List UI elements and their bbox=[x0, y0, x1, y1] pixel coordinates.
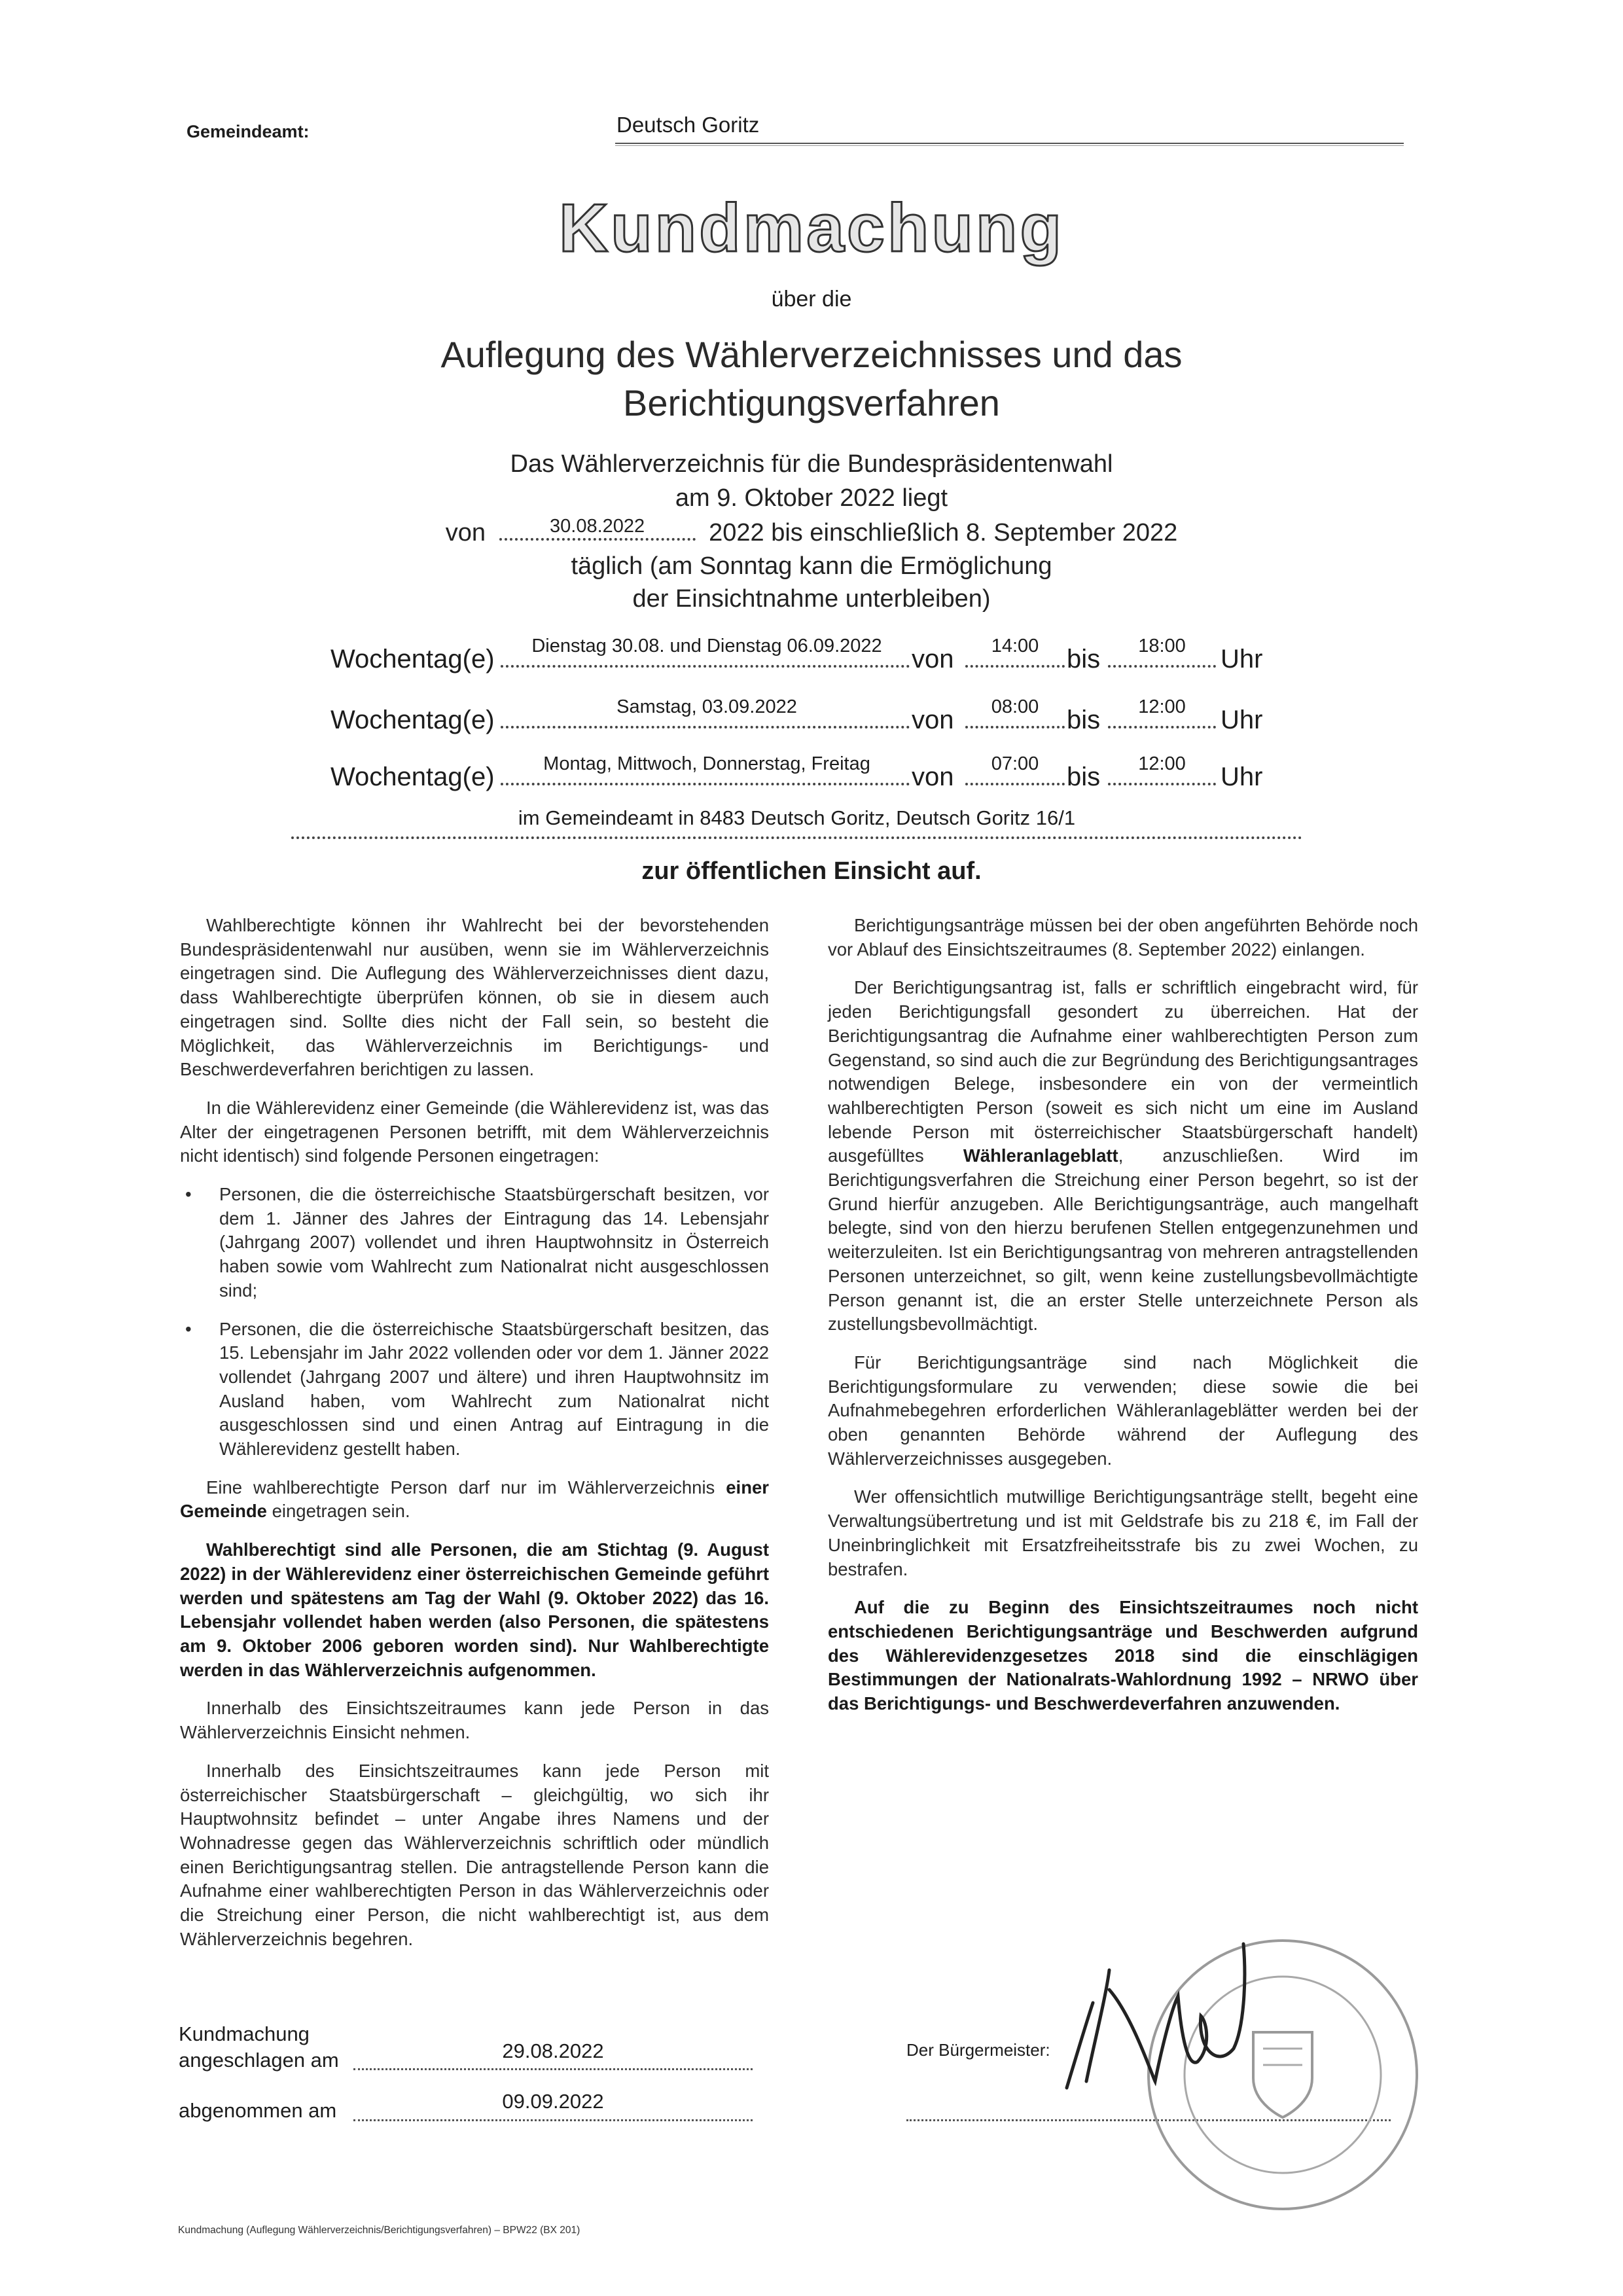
posted-dotted-line bbox=[353, 2067, 753, 2070]
from-time: 07:00 bbox=[991, 753, 1039, 774]
header-underline bbox=[615, 143, 1404, 146]
weekday-value: Samstag, 03.09.2022 bbox=[616, 696, 797, 717]
from-dotted-line bbox=[965, 781, 1065, 785]
from-label: von bbox=[912, 762, 954, 791]
document-subtitle bbox=[0, 331, 1623, 427]
weekday-label: Wochentag(e) bbox=[330, 645, 495, 673]
paragraph: Für Berichtigungsanträge sind nach Möglichkeit die Berichtigungsformulare zu verwenden; diese sowie die bei Aufnahmebegehren erforderlichen Wähleranlageblätter werden bei der oben genannten Behörde während der Auflegung des Wählerverzeichnisses ausgegeben. bbox=[828, 1352, 1418, 1469]
intro-line-4: täglich (am Sonntag kann die Ermöglichung bbox=[571, 552, 1052, 580]
from-time: 08:00 bbox=[991, 696, 1039, 717]
paragraph: Wahlberechtigte können ihr Wahlrecht bei der bevorstehenden Bundespräsidentenwahl nur ausüben, wenn sie im Wählerverzeichnis eingetragen sind. Die Auflegung des Wählerverzeichnisses dient dazu, dass Wahlberechtigte überprüfen können, ob sie in diesem auch eingetragen sind. Sollte dies nicht der Fall sein, so besteht die Möglichkeit, das Wählerverzeichnis im Berichtigungs- und Beschwerdeverfahren berichtigen zu lassen. bbox=[180, 915, 769, 1080]
right-column bbox=[828, 914, 1418, 1731]
uhr-label: Uhr bbox=[1221, 762, 1263, 791]
subtitle-line-2: Berichtigungsverfahren bbox=[623, 382, 1000, 423]
municipal-office-name: Deutsch Goritz bbox=[616, 113, 760, 137]
public-inspection-statement: zur öffentlichen Einsicht auf. bbox=[641, 857, 982, 885]
signature-stroke bbox=[1067, 1944, 1245, 2088]
weekday-dotted-line bbox=[501, 781, 910, 785]
left-column bbox=[180, 914, 769, 1965]
weekday-row-1 bbox=[330, 635, 1266, 674]
to-dotted-line bbox=[1108, 725, 1216, 728]
document-title: Kundmachung bbox=[559, 190, 1064, 266]
from-dotted-line bbox=[965, 725, 1065, 728]
posted-date: 29.08.2022 bbox=[502, 2039, 604, 2062]
text-span: , anzuschließen. Wird im Berichtigungsverfahren die Streichung einer Person begehrt, so ist der Grund hierfür anzugeben. Alle Berichtigungsanträge, auch mangelhaft belegte, sind von den hierzu berufenen Stellen entgegenzunehmen und weiterzuleiten. Ist ein Berichtigungsantrag von mehreren antragstellenden Personen unterzeichnet, so gilt, wenn keine zustellungsbevollmächtigte Person genannt ist, die an erster Stelle unterzeichnete Person als zustellungsbevollmächtigt. bbox=[828, 1145, 1418, 1335]
list-item: • Personen, die die österreichische Staatsbürgerschaft besitzen, vor dem 1. Jänner des Jahres der Eintragung das 14. Lebensjahr (Jahrgang 2007) vollendet und ihren Hauptwohnsitz in Österreich haben sowie vom Wahlrecht zum Nationalrat nicht ausgeschlossen sind; bbox=[180, 1183, 769, 1303]
paragraph: Innerhalb des Einsichtszeitraumes kann jede Person mit österreichischer Staatsbürgerschaft – gleichgültig, wo sich ihr Hauptwohnsitz befindet – unter Angabe ihres Namens und der Wohnadresse gegen das Wählerverzeichnis schriftlich oder mündlich einen Berichtigungsantrag stellen. Die antragstellende Person kann die Aufnahme einer wahlberechtigten Person in das Wählerverzeichnis oder die Streichung einer Person, die nicht wahlberechtigt ist, aus dem Wählerverzeichnis begehren. bbox=[180, 1760, 769, 1949]
eligibility-list bbox=[180, 1183, 769, 1462]
form-code: Kundmachung (Auflegung Wählerverzeichnis/Berichtigungsverfahren) – BPW22 (BX 201) bbox=[178, 2225, 580, 2236]
weekday-label: Wochentag(e) bbox=[330, 762, 495, 791]
paragraph bbox=[180, 1476, 769, 1524]
weekday-dotted-line bbox=[501, 664, 910, 668]
uhr-label: Uhr bbox=[1221, 706, 1263, 734]
weekday-value: Montag, Mittwoch, Donnerstag, Freitag bbox=[543, 753, 870, 774]
intro-line-3 bbox=[0, 518, 1623, 547]
weekday-label: Wochentag(e) bbox=[330, 706, 495, 734]
start-date-value: 30.08.2022 bbox=[550, 516, 645, 537]
paragraph bbox=[828, 976, 1418, 1336]
paragraph: Berichtigungsanträge müssen bei der oben angeführten Behörde noch vor Ablauf des Einsichtszeitraumes (8. September 2022) einlangen. bbox=[828, 915, 1418, 960]
to-dotted-line bbox=[1108, 664, 1216, 668]
intro-line-5: der Einsichtnahme unterbleiben) bbox=[632, 585, 991, 613]
weekday-dotted-line bbox=[501, 725, 910, 728]
paragraph: In die Wählerevidenz einer Gemeinde (die Wählerevidenz ist, was das Alter der eingetragenen Personen betrifft, mit dem Wählerverzeichnis nicht identisch) sind folgende Personen eingetragen: bbox=[180, 1097, 769, 1166]
municipal-office-label: Gemeindeamt: bbox=[187, 122, 310, 141]
location-dotted-line bbox=[291, 835, 1302, 839]
title-connector: über die bbox=[771, 287, 852, 312]
weekday-row-3 bbox=[330, 753, 1266, 792]
posted-label: angeschlagen am bbox=[179, 2049, 339, 2072]
removed-label: abgenommen am bbox=[179, 2099, 337, 2122]
kundmachung-label: Kundmachung bbox=[179, 2022, 310, 2045]
paragraph-bold: Auf die zu Beginn des Einsichtszeitraumes noch nicht entschiedenen Berichtigungsanträge und Beschwerden aufgrund des Wählerevidenzgesetzes 2018 sind die einschlägigen Bestimmungen der Nationalrats-Wahlordnung 1992 – NRWO über das Berichtigungs- und Beschwerdeverfahren anzuwenden. bbox=[828, 1597, 1418, 1714]
from-dotted-line bbox=[965, 664, 1065, 668]
to-time: 12:00 bbox=[1138, 753, 1186, 774]
period-rest: 2022 bis einschließlich 8. September 2022 bbox=[709, 519, 1178, 547]
to-label: bis bbox=[1067, 706, 1101, 734]
text-span: eingetragen sein. bbox=[266, 1501, 410, 1522]
mayor-signature bbox=[1047, 1918, 1283, 2114]
paragraph-bold: Wahlberechtigt sind alle Personen, die am Stichtag (9. August 2022) in der Wählerevidenz einer österreichischen Gemeinde geführt werden und spätestens am Tag der Wahl (9. Oktober 2022) das 16. Lebensjahr vollendet haben werden (also Personen, die spätestens am 9. Oktober 2006 geboren worden sind). Nur Wahlberechtigte werden in das Wählerverzeichnis aufgenommen. bbox=[180, 1539, 769, 1680]
weekday-row-2 bbox=[330, 696, 1266, 735]
removed-date: 09.09.2022 bbox=[502, 2090, 604, 2113]
list-item: • Personen, die die österreichische Staatsbürgerschaft besitzen, das 15. Lebensjahr im Jahr 2022 vollenden oder vor dem 1. Jänner 2022 vollendet (Jahrgang 2007 und ältere) und ihren Hauptwohnsitz im Ausland haben, vom Wahlrecht zum Nationalrat nicht ausgeschlossen sind und einen Antrag auf Eintragung in die Wählerevidenz gestellt haben. bbox=[180, 1318, 769, 1462]
intro-line-2: am 9. Oktober 2022 liegt bbox=[675, 484, 948, 512]
paragraph: Innerhalb des Einsichtszeitraumes kann jede Person in das Wählerverzeichnis Einsicht nehmen. bbox=[180, 1698, 769, 1743]
intro-line-1: Das Wählerverzeichnis für die Bundespräsidentenwahl bbox=[510, 450, 1113, 478]
to-dotted-line bbox=[1108, 781, 1216, 785]
paragraph: Wer offensichtlich mutwillige Berichtigungsanträge stellt, begeht eine Verwaltungsübertretung und ist mit Geldstrafe bis zu 218 €, im Fall der Uneinbringlichkeit mit Ersatzfreiheitsstrafe bis zu zwei Wochen, zu bestrafen. bbox=[828, 1486, 1418, 1579]
location-text: im Gemeindeamt in 8483 Deutsch Goritz, Deutsch Goritz 16/1 bbox=[518, 806, 1076, 829]
start-date-field bbox=[499, 518, 696, 541]
from-time: 14:00 bbox=[991, 636, 1039, 656]
bold-span: einer Gemeinde bbox=[180, 1477, 769, 1522]
removed-dotted-line bbox=[353, 2118, 753, 2121]
from-label: von bbox=[912, 645, 954, 673]
subtitle-line-1: Auflegung des Wählerverzeichnisses und das bbox=[440, 334, 1183, 375]
from-label: von bbox=[912, 706, 954, 734]
to-label: bis bbox=[1067, 645, 1101, 673]
to-label: bis bbox=[1067, 762, 1101, 791]
to-time: 18:00 bbox=[1138, 636, 1186, 656]
mayor-label: Der Bürgermeister: bbox=[906, 2040, 1050, 2060]
uhr-label: Uhr bbox=[1221, 645, 1263, 673]
bold-span: Wähleranlageblatt bbox=[963, 1145, 1118, 1166]
weekday-value: Dienstag 30.08. und Dienstag 06.09.2022 bbox=[531, 636, 882, 656]
text-span: Eine wahlberechtigte Person darf nur im Wählerverzeichnis bbox=[206, 1477, 726, 1498]
von-label: von bbox=[445, 519, 486, 547]
text-span: Der Berichtigungsantrag ist, falls er schriftlich eingebracht wird, für jeden Berichtigungsfall gesondert zu überreichen. Hat der Berichtigungsantrag die Aufnahme einer wahlberechtigten Person zum Gegenstand, so sind auch die zur Begründung des Berichtigungsantrages notwendigen Belege, insbesondere ein von der vermeintlich wahlberechtigten Person (soweit es sich nicht um eine im Ausland lebende Person mit österreichischer Staatsbürgerschaft handelt) ausgefülltes bbox=[828, 977, 1418, 1166]
to-time: 12:00 bbox=[1138, 696, 1186, 717]
